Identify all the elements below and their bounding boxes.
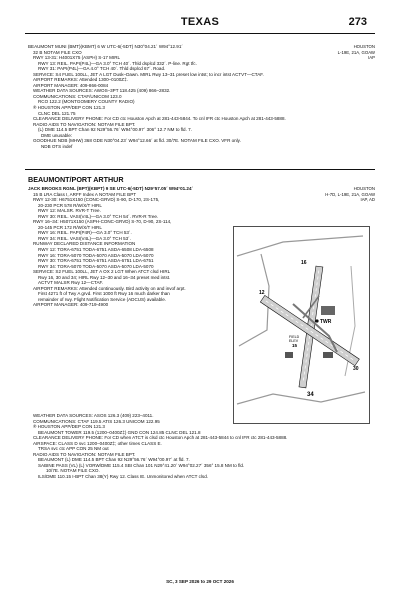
chart-ref-line: IAP, AD [360,197,375,203]
airport-diagram [233,226,370,424]
text-line: RWY 16: REIL. PAPI(P4R)—GA 3.0° TCH 53´. [38,230,132,236]
text-line: Rwy 16, 30 and 34; HIRL Rwy 12–30 and 16–34 preset med intst. [38,274,171,280]
jack-brooks-chart-refs [325,186,375,203]
text-line: BEAUMONT (L) DME 114.5 BPT Chan 92 N29°56.76´ W94°00.97´ at fld. 7. [38,457,190,463]
text-line: SABINE PASS (VL) (L) VORW/DME 115.4 SBI Chan 101 N29°41.20´ W94°02.27´ 356° 15.8 NM to fld. [38,462,245,468]
text-line: RWY 16: TORA-5070 TODA-5070 ASDA-5070 LDA-5070 [38,252,154,258]
text-line: AIRPORT REMARKS: Attended continuously. Bird activity on and invof arpt. [33,285,186,291]
field-elev-label: FIELD [289,335,300,339]
text-line: AIRPORT MANAGER: 409-719-4900 [33,302,109,308]
text-line: NDB OTS indef [41,143,73,149]
text-line: RADIO AIDS TO NAVIGATION: NOTAM FILE BPT. [33,451,136,457]
text-line: DME unusable: [41,132,73,138]
text-line: TRSA svc ctc APP CON 25 NM out [38,446,109,452]
text-line: AIRPORT REMARKS: Attended 1300–0100Z‡. [33,77,128,83]
text-line: RWY 12-30: H6751X150 (CONC-GRVD) S-90, D-170, 2S-175, [33,197,160,203]
runway-end-12: 12 [259,290,265,296]
text-line: 20-230 PCR 578 R/W/X/T HIRL [38,202,102,208]
text-line: 15 B LRA Class I, ARFF Index A NOTAM FILE BPT [33,191,137,197]
text-line: ACTVT MALSR Rwy 12—CTAF. [38,280,104,286]
beaumont-muni-entry [28,44,358,149]
text-line: RWY 30: TORA-6751 TODA-6751 ASDA-6751 LDA-6751 [38,258,154,264]
text-line: COMMUNICATIONS: CTAF 119.5 ATIS 126.3 UNICOM 122.95 [33,418,160,424]
tower-label: TWR [320,319,332,325]
text-line: 10/7E. NOTAM FILE CXO. [46,468,100,474]
text-line: AIRSPACE: CLASS D svc 1200–0400Z‡; other times CLASS E. [33,440,162,446]
runway-end-16: 16 [301,260,307,266]
text-line: RWY 16–34: H5071X150 (ASPH-CONC-GRVD) S-70, D-90, 2S-114, [33,219,172,225]
text-line: CLNC DEL 121.75 [38,110,76,116]
text-line: BEAUMONT MUNI (BMT)(KBMT) 6 W UTC-6(-5DT) N30°04.21´ W94°12.91´ [28,44,183,49]
runway-end-30: 30 [353,366,359,372]
text-line: GOODHUE NDB (MHW) 368 GDE N30°04.23´ W94°12.66´ at fld. 30/7E. NOTAM FILE CXO. VFR only. [33,138,241,144]
text-line: RWY 30: REIL. VASI(V4L)—GA 3.0° TCH 54´. RVR-R Tree. [38,213,159,219]
text-line: ® HOUSTON APP/DEP CON 121.3 [33,105,105,111]
section-rule [25,169,375,170]
text-line: ® HOUSTON APP/DEP CON 121.3 [33,424,105,430]
jack-brooks-entry [28,186,228,308]
text-line: WEATHER DATA SOURCES: ASOS 126.3 (409) 223–4011. [33,413,154,418]
text-line: 20-145 PCR 172 R/W/X/T HIRL [38,224,102,230]
hangar-block-west [285,352,293,358]
field-elev-label-2: ELEV [289,339,299,343]
text-line: CLEARANCE DELIVERY PHONE: For CD ctc Houston Apch at 281-443-5844. To cnl IFR ctc Houston Apch at 281-443-5888. [33,116,286,122]
text-line: CLEARANCE DELIVERY PHONE: For CD when ATCT is clsd ctc Houston Apch at 281-443-5844 to cnl IFR ctc 281-443-5888. [33,435,288,441]
text-line: SERVICE: S2 FUEL 100LL, JET A OX 2 LGT When ATCT clsd HIRL [33,269,171,275]
city-heading: BEAUMONT/PORT ARTHUR [28,175,124,184]
text-line: SERVICE: S4 FUEL 100LL, JET A LGT Dusk–Dawn. MIRL Rwy 13–31 preset low intst; to incr intst ACTVT—CTAF. [33,71,264,77]
text-line: RCO 122.2 (MONTGOMERY COUNTY RADIO) [38,99,135,105]
text-line: RWY 13-31: H4001X75 (ASPH) S-17 MIRL [33,55,121,61]
text-line: ILS/DME 110.15 I-BPT Chan 38(Y) Rwy 12. Class IE. Unmonitored when ATCT clsd. [38,474,208,480]
text-line: RWY 31: PAPI(P4L)—GA 4.0° TCH 40´. Thld dsplcd 67´. Road. [38,66,166,72]
chart-ref-line: HOUSTON [353,44,375,49]
field-elev-value: 15 [292,343,298,348]
text-line: RWY 34: REIL. VASI(V4L)—GA 3.0° TCH 53´. [38,235,131,241]
text-line: RUNWAY DECLARED DISTANCE INFORMATION [33,241,136,247]
chart-ref-line: IAP [368,55,375,61]
text-line: 32 B NOTAM FILE CXO [33,49,82,55]
text-line: RWY 13: REIL. PAPI(P4L)—GA 3.0° TCH 40´. Thld dsplcd 332´. P-line. Rgt tfc. [38,60,197,66]
page-number: 273 [348,16,367,28]
runway-end-34: 34 [307,392,314,398]
chart-ref-line: L-19E, 21A, GOAW [337,49,375,55]
terminal-apron [321,306,335,315]
text-line: RWY 12: MALSR. RVR-T Tree. [38,208,101,214]
text-line: WEATHER DATA SOURCES: AWOS–3PT 118.425 (409) 866–2832. [33,88,171,94]
text-line: remainder of rwy. Flight Notification Service (ADCUS) available. [38,296,167,302]
chart-ref-line: HOUSTON [353,186,375,191]
text-line: First 4271 ft of Twy A grvd. First 1000 ft Rwy 16 much darker than [38,291,170,297]
text-line: (L) DME 114.5 BPT Chan 92 N29°56.76´ W94°00.97´ 306° 12.7 NM to fld. 7. [38,127,192,133]
text-line: JACK BROOKS RGNL (BPT)(KBPT) 9 SE UTC-6(-5DT) N29°57.05´ W94°01.24´ [28,186,193,191]
header-rule [25,33,375,34]
state-heading: TEXAS [180,16,220,28]
text-line: RWY 12: TORA-6751 TODA-6751 ASDA-6508 LDA-6508 [38,247,154,253]
hangar-block [323,352,333,358]
text-line: RADIO AIDS TO NAVIGATION: NOTAM FILE BPT. [33,121,136,127]
text-line: COMMUNICATIONS: CTAF/UNICOM 123.0 [33,93,122,99]
chart-ref-line: H-7D, L-19E, 21A, GOAW [325,191,375,197]
text-line: BEAUMONT TOWER 119.5 (1200–0400Z‡) GND CON 124.85 CLNC DEL 121.8 [38,429,201,435]
text-line: RWY 34: TORA-5070 TODA-5070 ASDA-5070 LDA-5070 [38,263,154,269]
tower-icon [315,319,318,322]
effective-dates-footer: SC, 3 SEP 2026 to 29 OCT 2026 [166,579,234,584]
text-line: AIRPORT MANAGER: 409-866-0084 [33,82,109,88]
